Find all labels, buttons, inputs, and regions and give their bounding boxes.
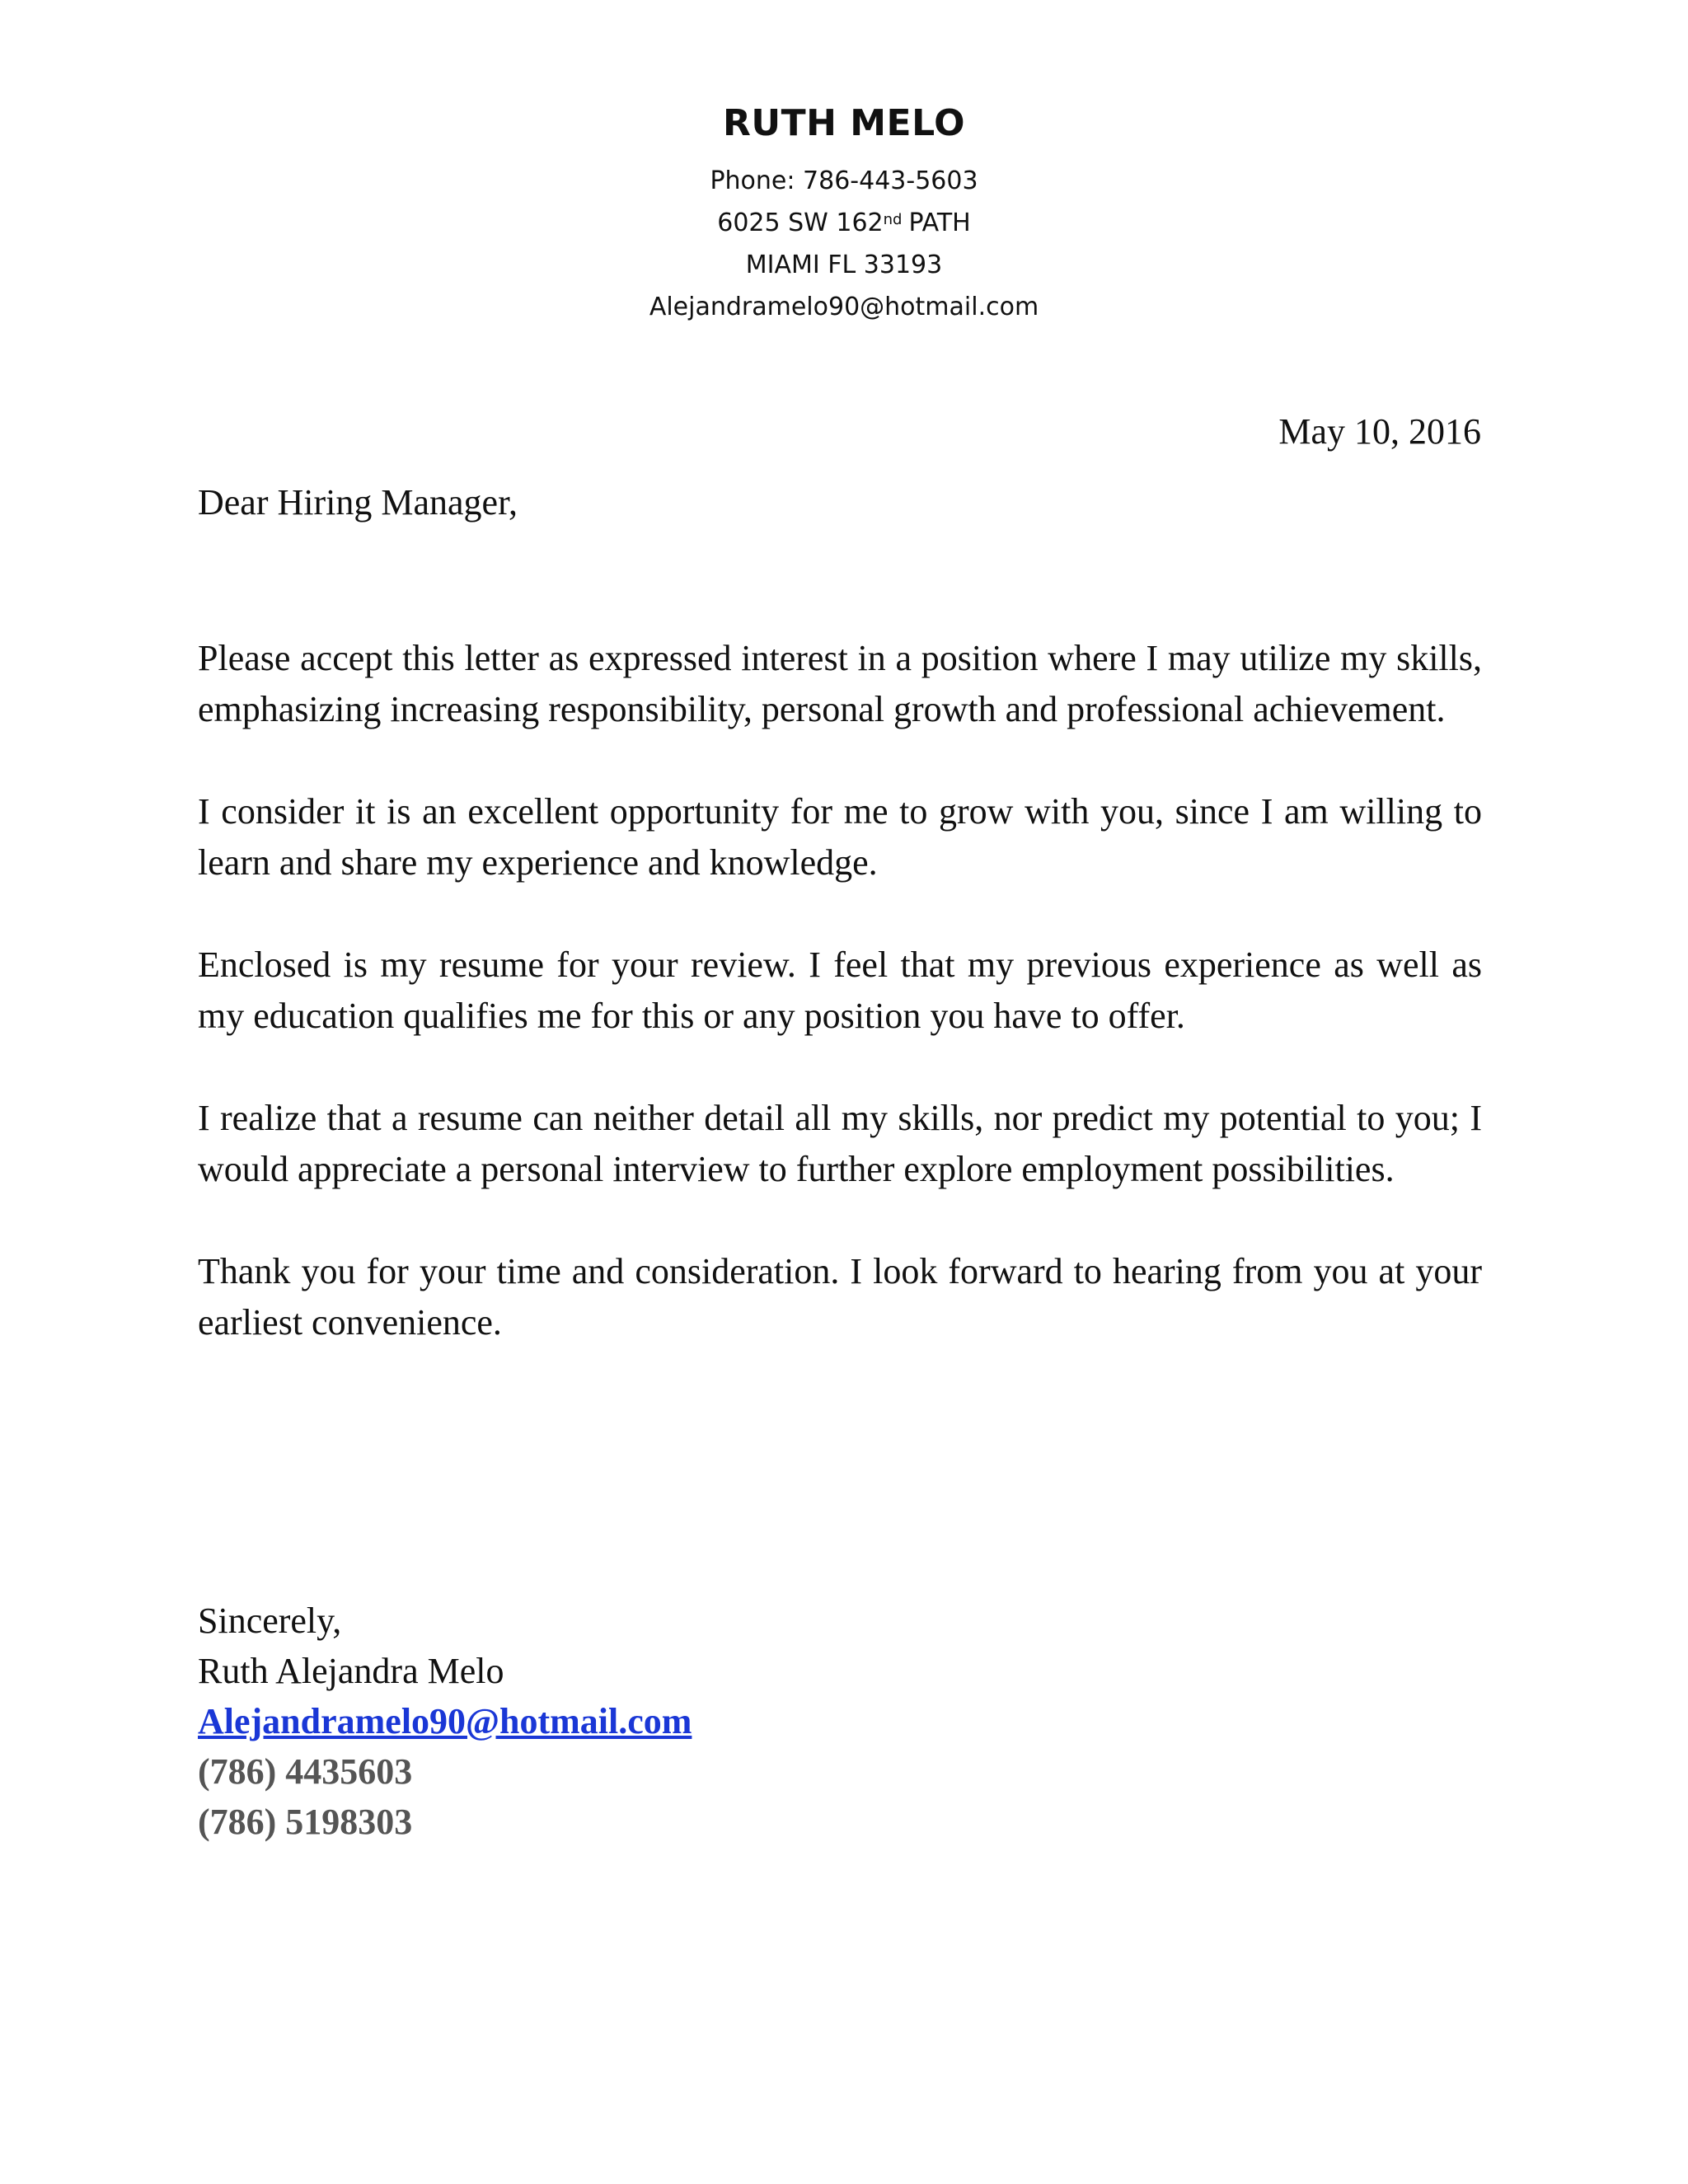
address-path: PATH [908, 209, 971, 237]
salutation: Dear Hiring Manager, [198, 482, 518, 523]
body-paragraph-5: Thank you for your time and consideration. I look forward to hearing from you at your earliest convenience. [198, 1251, 1482, 1343]
sender-address [0, 202, 1688, 244]
signature-name: Ruth Alejandra Melo [198, 1651, 504, 1691]
sender-name: RUTH MELO [723, 102, 965, 144]
letter-body [198, 633, 1482, 1399]
email-link[interactable]: Alejandramelo90@hotmail.com [198, 1701, 692, 1741]
body-paragraph-2: I consider it is an excellent opportunity for me to grow with you, since I am willing to learn and share my experience and knowledge. [198, 791, 1482, 883]
sign-off: Sincerely, [198, 1601, 342, 1641]
phone-number-2: (786) 5198303 [198, 1802, 413, 1842]
body-paragraph-4: I realize that a resume can neither detail all my skills, nor predict my potential to you; I would appreciate a personal interview to further explore employment possibilities. [198, 1098, 1482, 1189]
phone-number-1: (786) 4435603 [198, 1751, 413, 1792]
address-street: 6025 SW 162 [717, 209, 884, 237]
address-ordinal-suffix: nd [883, 211, 903, 228]
sender-email: Alejandramelo90@hotmail.com [649, 293, 1039, 321]
letter-closing [198, 1596, 692, 1847]
letter-date: May 10, 2016 [1278, 411, 1481, 452]
body-paragraph-1: Please accept this letter as expressed interest in a position where I may utilize my skills, emphasizing increasing responsibility, personal growth and professional achievement. [198, 638, 1482, 729]
body-paragraph-3: Enclosed is my resume for your review. I feel that my previous experience as well as my education qualifies me for this or any position you have to offer. [198, 944, 1482, 1036]
letterhead [0, 97, 1688, 328]
sender-city: MIAMI FL 33193 [745, 251, 943, 279]
sender-phone: Phone: 786-443-5603 [710, 166, 978, 195]
